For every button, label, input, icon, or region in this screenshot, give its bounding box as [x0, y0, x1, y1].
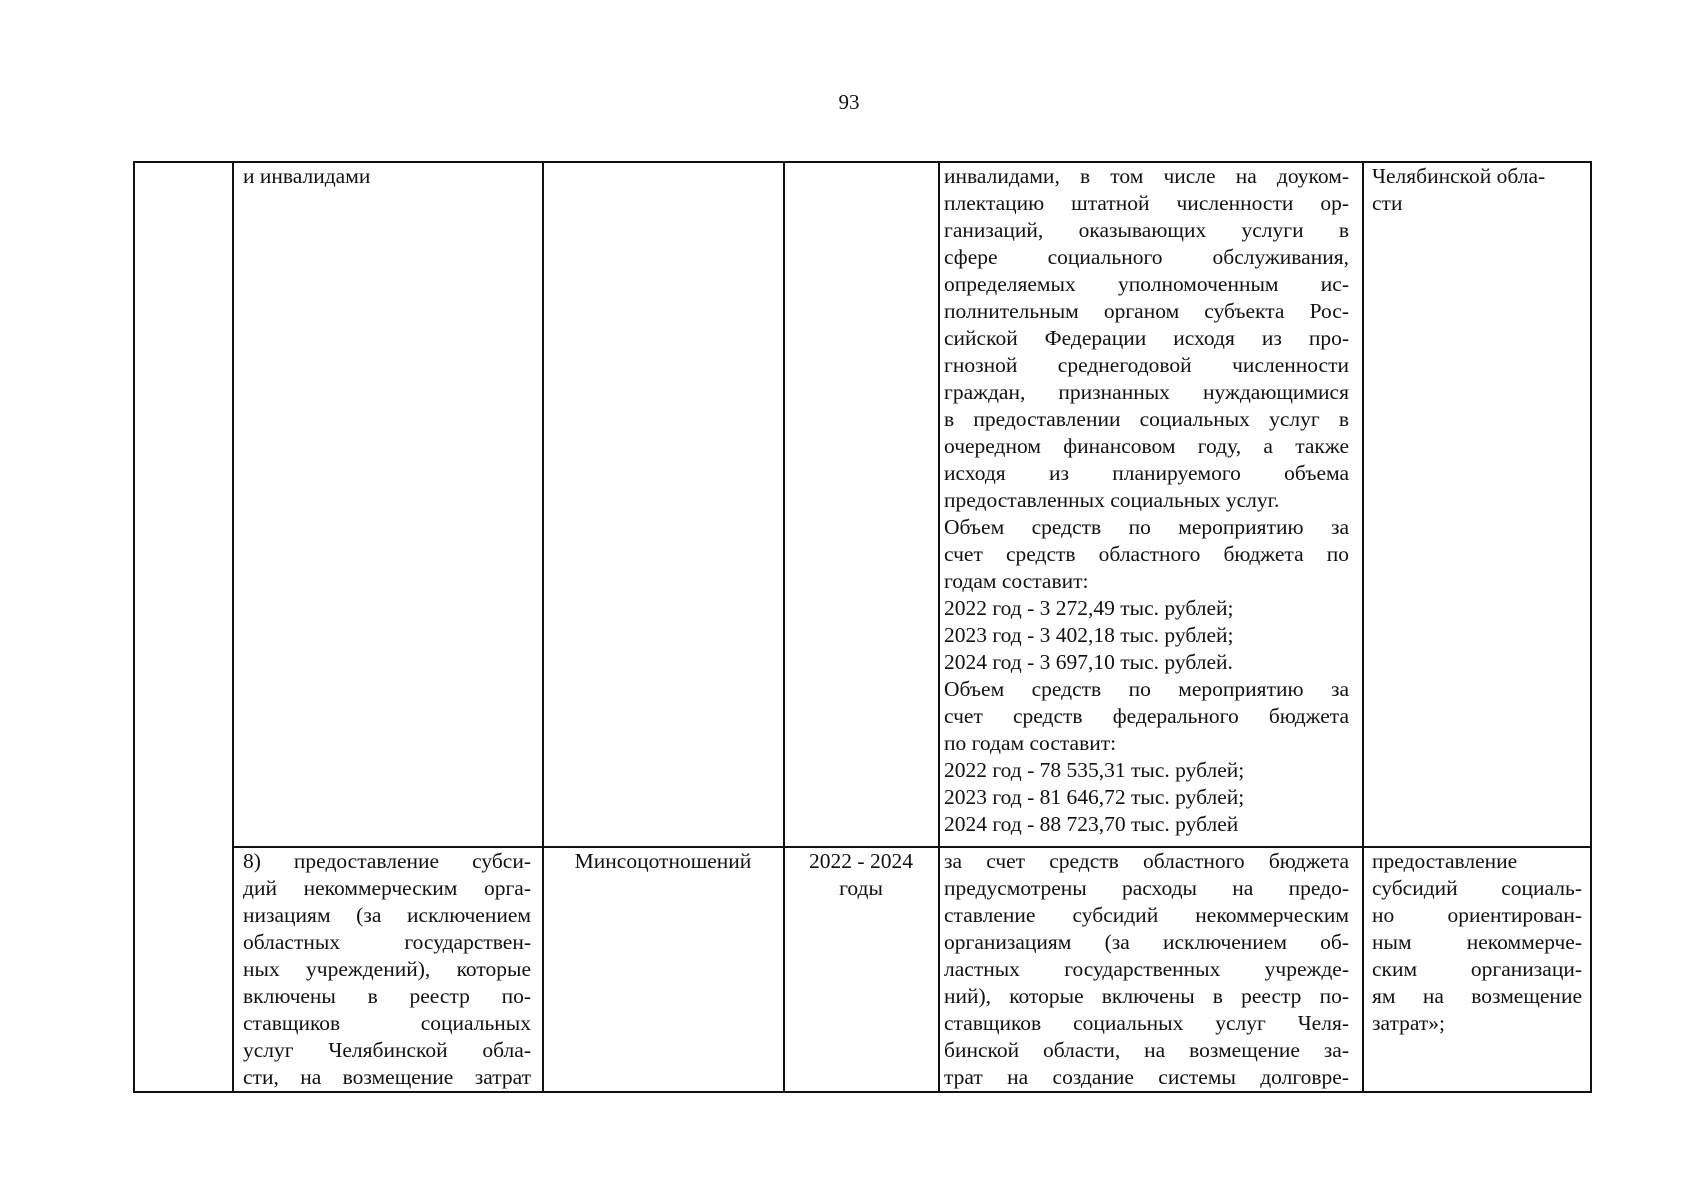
text-line: ных учреждений), которые	[243, 957, 531, 981]
text-line: Объем средств по мероприятию за	[944, 515, 1349, 539]
table-border-left	[133, 162, 135, 1092]
column-divider-2	[542, 162, 544, 1092]
text-line: счет средств федерального бюджета	[944, 704, 1349, 728]
text-line: предусмотрены расходы на предо-	[944, 876, 1349, 900]
text-line: ставщиков социальных услуг Челя-	[944, 1011, 1349, 1035]
text-line: определяемых уполномоченным ис-	[944, 272, 1349, 296]
text-line: ластных государственных учрежде-	[944, 957, 1349, 981]
text-line: 2022 год - 78 535,31 тыс. рублей;	[944, 758, 1245, 782]
row2-period-cell	[786, 848, 936, 902]
text-line: затрат»;	[1372, 1011, 1445, 1035]
text-line: за счет средств областного бюджета	[944, 849, 1349, 873]
text-line: ставщиков социальных	[243, 1011, 531, 1035]
row1-event-cell	[243, 163, 533, 190]
text-line: исходя из планируемого объема	[944, 461, 1349, 485]
row1-result-cell	[1372, 163, 1582, 217]
text-line: областных государствен-	[243, 930, 531, 954]
page-number: 93	[838, 90, 860, 114]
table-border-right	[1590, 162, 1592, 1092]
text-line: и инвалидами	[243, 164, 371, 188]
text-line: 2022 - 2024	[809, 849, 913, 873]
row2-event-cell	[243, 848, 531, 1091]
text-line: ставление субсидий некоммерческим	[944, 903, 1349, 927]
text-line: очередном финансовом году, а также	[944, 434, 1349, 458]
text-line: бинской области, на возмещение за-	[944, 1038, 1349, 1062]
text-line: счет средств областного бюджета по	[944, 542, 1349, 566]
column-divider-3	[783, 162, 785, 1092]
text-line: Челябинской обла-	[1372, 164, 1546, 188]
text-line: годам составит:	[944, 569, 1089, 593]
column-divider-5	[1362, 162, 1364, 1092]
text-line: предоставление	[1372, 849, 1518, 873]
text-line: ным некоммерче-	[1372, 930, 1582, 954]
text-line: сийской Федерации исходя из про-	[944, 326, 1349, 350]
text-line: 2022 год - 3 272,49 тыс. рублей;	[944, 596, 1234, 620]
text-line: ям на возмещение	[1372, 984, 1582, 1008]
text-line: плектацию штатной численности ор-	[944, 191, 1349, 215]
text-line: субсидий социаль-	[1372, 876, 1582, 900]
text-line: предоставленных социальных услуг.	[944, 488, 1280, 512]
text-line: 2024 год - 3 697,10 тыс. рублей.	[944, 650, 1233, 674]
text-line: 2023 год - 81 646,72 тыс. рублей;	[944, 785, 1245, 809]
text-line: 2024 год - 88 723,70 тыс. рублей	[944, 812, 1239, 836]
row2-result-cell	[1372, 848, 1582, 1037]
text-line: сти	[1372, 191, 1403, 215]
text-line: услуг Челябинской обла-	[243, 1038, 531, 1062]
text-line: граждан, признанных нуждающимися	[944, 380, 1349, 404]
text-line: сти, на возмещение затрат	[243, 1065, 531, 1089]
text-line: ганизаций, оказывающих услуги в	[944, 218, 1349, 242]
text-line: сфере социального обслуживания,	[944, 245, 1349, 269]
text-line: ским организаци-	[1372, 957, 1582, 981]
text-line: включены в реестр по-	[243, 984, 531, 1008]
text-line: организациям (за исключением об-	[944, 930, 1349, 954]
text-line: Объем средств по мероприятию за	[944, 677, 1349, 701]
text-line: ний), которые включены в реестр по-	[944, 984, 1349, 1008]
text-line: 2023 год - 3 402,18 тыс. рублей;	[944, 623, 1234, 647]
responsible-agency: Минсоцотношений	[574, 849, 752, 873]
text-line: полнительным органом субъекта Рос-	[944, 299, 1349, 323]
row2-description-cell	[944, 848, 1349, 1091]
text-line: гнозной среднегодовой численности	[944, 353, 1349, 377]
text-line: низациям (за исключением	[243, 903, 531, 927]
text-line: годы	[839, 876, 883, 900]
row1-description-cell	[944, 163, 1349, 838]
column-divider-1	[232, 162, 234, 1092]
text-line: 8) предоставление субси-	[243, 849, 531, 873]
column-divider-4	[938, 162, 940, 1092]
text-line: трат на создание системы долговре-	[944, 1065, 1349, 1089]
row2-responsible-cell	[545, 848, 781, 875]
text-line: инвалидами, в том числе на доуком-	[944, 164, 1349, 188]
table-border-bottom	[133, 1091, 1592, 1093]
text-line: но ориентирован-	[1372, 903, 1582, 927]
text-line: по годам составит:	[944, 731, 1117, 755]
text-line: дий некоммерческим орга-	[243, 876, 531, 900]
text-line: в предоставлении социальных услуг в	[944, 407, 1349, 431]
